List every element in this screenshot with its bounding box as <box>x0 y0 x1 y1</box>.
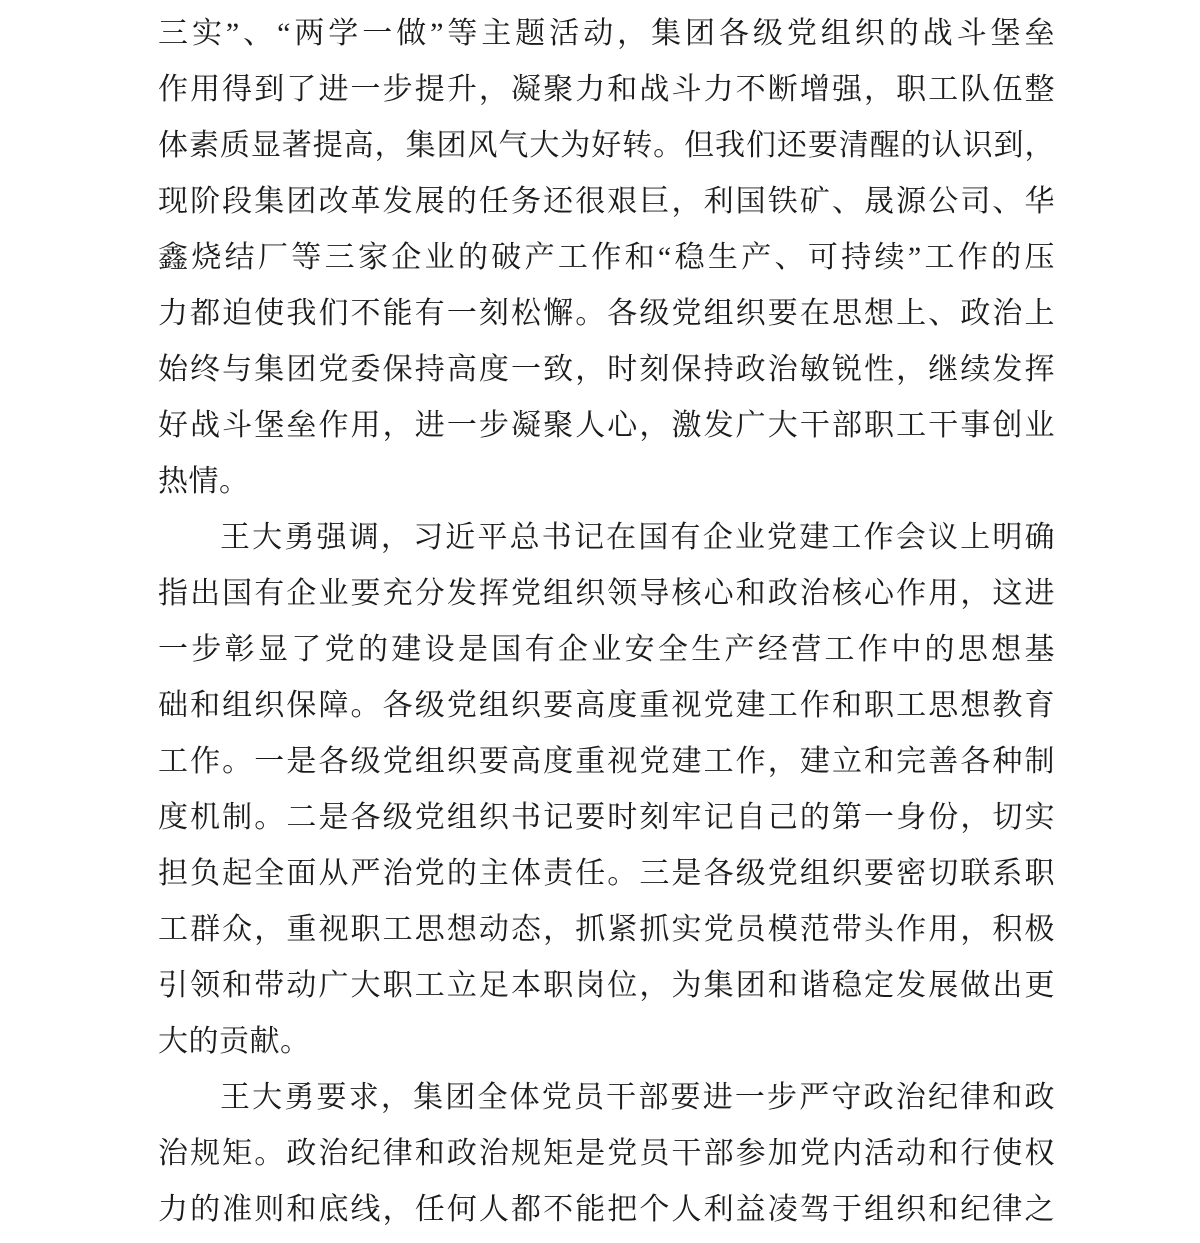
text-line: 力都迫使我们不能有一刻松懈。各级党组织要在思想上、政治上 <box>158 297 1055 330</box>
text-line: 引领和带动广大职工立足本职岗位，为集团和谐稳定发展做出更 <box>158 969 1055 1002</box>
text-line: 王大勇要求，集团全体党员干部要进一步严守政治纪律和政 <box>220 1081 1055 1114</box>
text-line: 指出国有企业要充分发挥党组织领导核心和政治核心作用，这进 <box>158 577 1055 610</box>
text-line: 热情。 <box>158 465 250 498</box>
paragraph <box>158 510 1055 1070</box>
text-line: 始终与集团党委保持高度一致，时刻保持政治敏锐性，继续发挥 <box>158 353 1055 386</box>
text-line: 好战斗堡垒作用，进一步凝聚人心，激发广大干部职工干事创业 <box>158 409 1055 442</box>
text-line: 体素质显著提高，集团风气大为好转。但我们还要清醒的认识到， <box>158 129 1055 162</box>
text-line: 工作。一是各级党组织要高度重视党建工作，建立和完善各种制 <box>158 745 1055 778</box>
text-line: 担负起全面从严治党的主体责任。三是各级党组织要密切联系职 <box>158 857 1055 890</box>
paragraph <box>158 6 1055 510</box>
text-line: 王大勇强调，习近平总书记在国有企业党建工作会议上明确 <box>220 521 1055 554</box>
paragraph <box>158 1070 1055 1238</box>
text-line: 度机制。二是各级党组织书记要时刻牢记自己的第一身份，切实 <box>158 801 1055 834</box>
text-line: 作用得到了进一步提升，凝聚力和战斗力不断增强，职工队伍整 <box>158 73 1055 106</box>
text-line: 治规矩。政治纪律和政治规矩是党员干部参加党内活动和行使权 <box>158 1137 1055 1170</box>
text-line: 工群众，重视职工思想动态，抓紧抓实党员模范带头作用，积极 <box>158 913 1055 946</box>
text-line: 现阶段集团改革发展的任务还很艰巨，利国铁矿、晟源公司、华 <box>158 185 1055 218</box>
text-line: 鑫烧结厂等三家企业的破产工作和“稳生产、可持续”工作的压 <box>158 241 1055 274</box>
text-line: 础和组织保障。各级党组织要高度重视党建工作和职工思想教育 <box>158 689 1055 722</box>
text-line: 一步彰显了党的建设是国有企业安全生产经营工作中的思想基 <box>158 633 1055 666</box>
text-line: 三实”、“两学一做”等主题活动，集团各级党组织的战斗堡垒 <box>158 17 1055 50</box>
text-line: 大的贡献。 <box>158 1025 311 1058</box>
text-line: 力的准则和底线，任何人都不能把个人利益凌驾于组织和纪律之 <box>158 1193 1055 1226</box>
